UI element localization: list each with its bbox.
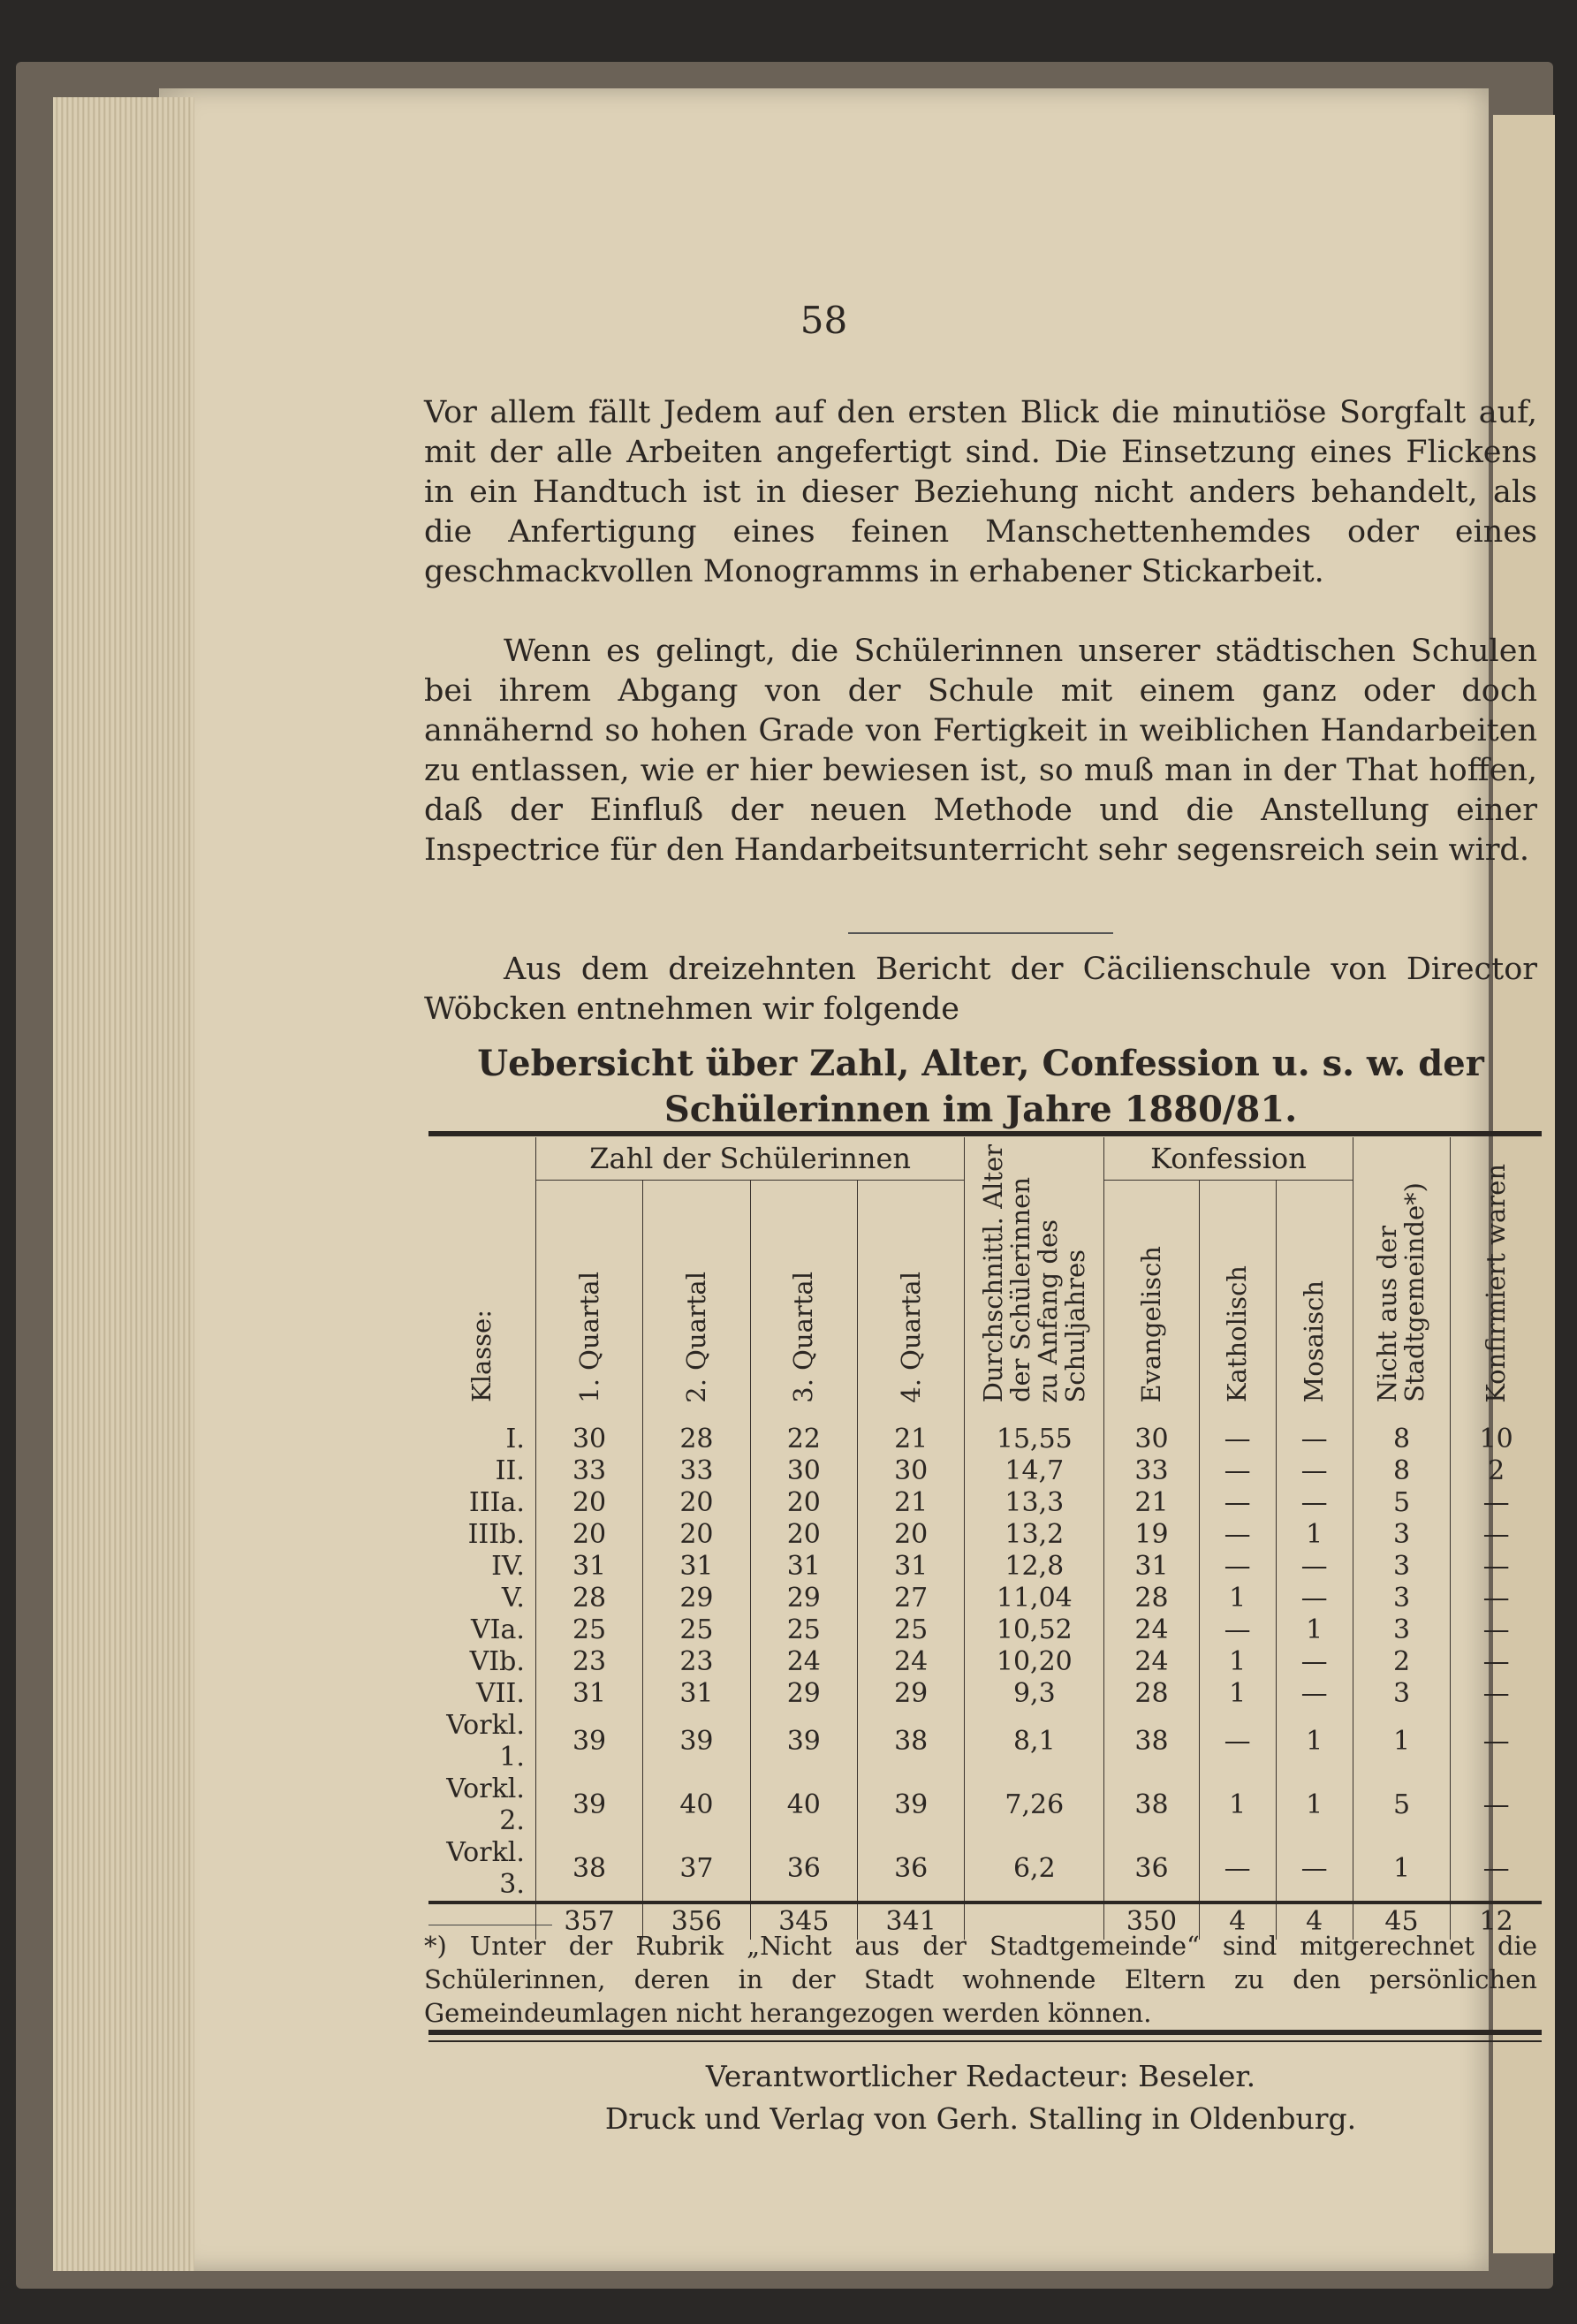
table-cell: — — [1199, 1519, 1276, 1551]
row-class-label: VIa. — [470, 1614, 525, 1646]
row-class-label: Vorkl. 1. — [446, 1710, 525, 1773]
table-cell: 39 — [643, 1710, 750, 1773]
row-class-label: Vorkl. 2. — [446, 1773, 525, 1837]
table-cell: 1 — [1199, 1646, 1276, 1678]
imprint-rule-thin — [428, 2040, 1542, 2042]
table-cell: 2 — [1451, 1455, 1542, 1487]
table-cell: 15,55 — [965, 1416, 1104, 1455]
row-class-label: I. — [505, 1424, 525, 1455]
table-cell: 1 — [1353, 1837, 1451, 1902]
total-cell: 341 — [858, 1902, 965, 1940]
table-row — [428, 1487, 1542, 1519]
table-cell: 3 — [1353, 1519, 1451, 1551]
table-cell: 38 — [1104, 1773, 1199, 1837]
col-header-q4: 4. Quartal — [858, 1180, 965, 1416]
table-cell: 20 — [750, 1519, 857, 1551]
table-cell: 23 — [535, 1646, 642, 1678]
table-heading-line-1: Uebersicht über Zahl, Alter, Confession u. s. w. der — [477, 1043, 1484, 1084]
table-cell: 33 — [535, 1455, 642, 1487]
table-row — [428, 1583, 1542, 1614]
table-cell: 31 — [1104, 1551, 1199, 1583]
table-cell: 39 — [750, 1710, 857, 1773]
table-cell: 1 — [1276, 1519, 1353, 1551]
table-cell: 31 — [858, 1551, 965, 1583]
col-header-evangelical: Evangelisch — [1104, 1180, 1199, 1416]
table-cell: 8 — [1353, 1416, 1451, 1455]
table-cell: — — [1451, 1551, 1542, 1583]
table-cell: 1 — [1199, 1678, 1276, 1710]
total-cell: 4 — [1199, 1902, 1276, 1940]
table-cell: 33 — [643, 1455, 750, 1487]
imprint-editor: Verantwortlicher Redacteur: Beseler. — [705, 2059, 1256, 2093]
table-cell: 31 — [535, 1678, 642, 1710]
row-class-label: VII. — [475, 1678, 525, 1710]
table-cell: — — [1199, 1416, 1276, 1455]
table-cell: 33 — [1104, 1455, 1199, 1487]
table-cell: 1 — [1199, 1583, 1276, 1614]
table-cell: 38 — [535, 1837, 642, 1902]
table-cell: — — [1451, 1678, 1542, 1710]
table-cell: 21 — [1104, 1487, 1199, 1519]
group-header-count: Zahl der Schülerinnen — [535, 1137, 965, 1180]
table-cell: — — [1276, 1416, 1353, 1455]
table-cell: 28 — [535, 1583, 642, 1614]
table-cell: 10,52 — [965, 1614, 1104, 1646]
body-paragraph-1: Vor allem fällt Jedem auf den ersten Blick die minutiöse Sorgfalt auf, mit der alle Arbeiten angefertigt sind. Die Einsetzung eines Flickens in ein Handtuch ist in dieser Beziehung nicht anders behandelt, als die Anfertigung eines feinen Manschettenhemdes oder eines geschmackvollen Monogramms in erhabener Stickarbeit. — [424, 395, 1537, 589]
col-header-non-resident: Nicht aus derStadtgemeinde*) — [1353, 1137, 1451, 1416]
table-cell: — — [1451, 1837, 1542, 1902]
table-cell: 6,2 — [965, 1837, 1104, 1902]
footnote: *) Unter der Rubrik „Nicht aus der Stadtgemeinde“ sind mitgerechnet die Schülerinnen, deren in der Stadt wohnende Eltern zu den persönlichen Gemeindeumlagen nicht herangezogen werden können. — [424, 1931, 1537, 2028]
table-cell: 20 — [750, 1487, 857, 1519]
table-cell: — — [1199, 1837, 1276, 1902]
table-cell: 39 — [858, 1773, 965, 1837]
table-cell: 36 — [858, 1837, 965, 1902]
table-heading — [424, 1041, 1537, 1133]
table-row — [428, 1773, 1542, 1837]
total-cell: 4 — [1276, 1902, 1353, 1940]
table-cell: 8 — [1353, 1455, 1451, 1487]
table-row — [428, 1678, 1542, 1710]
table-cell: 1 — [1276, 1710, 1353, 1773]
col-header-jewish: Mosaisch — [1276, 1180, 1353, 1416]
table-cell: — — [1276, 1646, 1353, 1678]
col-header-q3: 3. Quartal — [750, 1180, 857, 1416]
table-cell: 29 — [750, 1678, 857, 1710]
table-cell: 24 — [750, 1646, 857, 1678]
section-divider — [848, 932, 1113, 934]
table-cell: 3 — [1353, 1678, 1451, 1710]
table-cell: — — [1199, 1710, 1276, 1773]
table-cell: 31 — [750, 1551, 857, 1583]
table-cell: — — [1199, 1455, 1276, 1487]
col-header-average-age: Durchschnittl. Alterder Schülerinnenzu Anfang desSchuljahres — [965, 1137, 1104, 1416]
table-cell: 24 — [858, 1646, 965, 1678]
table-cell: 8,1 — [965, 1710, 1104, 1773]
statistics-table — [428, 1137, 1542, 1940]
report-intro: Aus dem dreizehnten Bericht der Cäcilienschule von Director Wöbcken entnehmen wir folgende — [424, 952, 1537, 1027]
table-cell: — — [1451, 1710, 1542, 1773]
table-cell: 28 — [1104, 1678, 1199, 1710]
table-cell: 20 — [535, 1519, 642, 1551]
table-cell: 20 — [535, 1487, 642, 1519]
table-cell: 19 — [1104, 1519, 1199, 1551]
table-cell: 29 — [643, 1583, 750, 1614]
table-cell: 23 — [643, 1646, 750, 1678]
table-row — [428, 1710, 1542, 1773]
table-cell: 10,20 — [965, 1646, 1104, 1678]
table-cell: 5 — [1353, 1773, 1451, 1837]
table-row — [428, 1551, 1542, 1583]
table-cell: 11,04 — [965, 1583, 1104, 1614]
row-class-label: IV. — [491, 1551, 525, 1583]
total-cell: 356 — [643, 1902, 750, 1940]
table-cell: 2 — [1353, 1646, 1451, 1678]
table-cell: 21 — [858, 1416, 965, 1455]
table-cell: 31 — [535, 1551, 642, 1583]
table-cell: 14,7 — [965, 1455, 1104, 1487]
table-cell: 12,8 — [965, 1551, 1104, 1583]
table-cell: 5 — [1353, 1487, 1451, 1519]
table-cell: — — [1451, 1773, 1542, 1837]
table-row — [428, 1416, 1542, 1455]
table-cell: 13,2 — [965, 1519, 1104, 1551]
table-cell: 10 — [1451, 1416, 1542, 1455]
total-cell: 357 — [535, 1902, 642, 1940]
imprint-printer: Druck und Verlag von Gerh. Stalling in Oldenburg. — [604, 2101, 1357, 2136]
table-row — [428, 1614, 1542, 1646]
col-header-confirmed: Konfirmiert waren — [1451, 1137, 1542, 1416]
table-cell: 9,3 — [965, 1678, 1104, 1710]
table-heading-line-2: Schülerinnen im Jahre 1880/81. — [663, 1089, 1298, 1130]
table-cell: 31 — [643, 1551, 750, 1583]
table-cell: 22 — [750, 1416, 857, 1455]
table-cell: — — [1276, 1487, 1353, 1519]
table-cell: 39 — [535, 1773, 642, 1837]
imprint-rule — [428, 2030, 1542, 2035]
row-class-label: V. — [501, 1583, 525, 1614]
table-cell: 30 — [858, 1455, 965, 1487]
table-cell: — — [1199, 1551, 1276, 1583]
row-class-label: IIIa. — [468, 1487, 525, 1519]
total-cell: 350 — [1104, 1902, 1199, 1940]
table-cell: 39 — [535, 1710, 642, 1773]
table-cell: 3 — [1353, 1583, 1451, 1614]
table-cell: 29 — [750, 1583, 857, 1614]
table-cell: 31 — [643, 1678, 750, 1710]
table-cell: 3 — [1353, 1551, 1451, 1583]
table-cell: — — [1451, 1487, 1542, 1519]
table-cell: 25 — [750, 1614, 857, 1646]
table-cell: 40 — [750, 1773, 857, 1837]
table-cell: — — [1199, 1487, 1276, 1519]
table-cell: — — [1276, 1455, 1353, 1487]
table-row — [428, 1646, 1542, 1678]
table-cell: 1 — [1353, 1710, 1451, 1773]
table-cell: 28 — [1104, 1583, 1199, 1614]
page-number: 58 — [800, 299, 848, 342]
table-cell: 25 — [858, 1614, 965, 1646]
table-cell: 1 — [1199, 1773, 1276, 1837]
group-header-confession: Konfession — [1104, 1137, 1353, 1180]
table-cell: — — [1451, 1614, 1542, 1646]
table-cell: 38 — [1104, 1710, 1199, 1773]
table-cell: 30 — [535, 1416, 642, 1455]
table-cell: — — [1276, 1837, 1353, 1902]
table-cell: 28 — [643, 1416, 750, 1455]
col-header-catholic: Katholisch — [1199, 1180, 1276, 1416]
table-cell: 20 — [643, 1519, 750, 1551]
table-row — [428, 1455, 1542, 1487]
col-header-q2: 2. Quartal — [643, 1180, 750, 1416]
table-cell: — — [1276, 1678, 1353, 1710]
table-cell: — — [1451, 1519, 1542, 1551]
table-cell: — — [1199, 1614, 1276, 1646]
table-cell: 1 — [1276, 1773, 1353, 1837]
book-page — [159, 88, 1537, 2271]
table-cell: 20 — [858, 1519, 965, 1551]
table-cell: — — [1276, 1551, 1353, 1583]
table-cell: 24 — [1104, 1614, 1199, 1646]
col-header-q1: 1. Quartal — [535, 1180, 642, 1416]
table-row — [428, 1519, 1542, 1551]
table-cell: 13,3 — [965, 1487, 1104, 1519]
row-class-label: IIIb. — [467, 1519, 525, 1551]
total-cell: 345 — [750, 1902, 857, 1940]
table-cell: 7,26 — [965, 1773, 1104, 1837]
table-cell: 30 — [750, 1455, 857, 1487]
table-top-rule — [428, 1131, 1542, 1136]
table-cell: 25 — [643, 1614, 750, 1646]
total-cell: 12 — [1451, 1902, 1542, 1940]
table-cell: 40 — [643, 1773, 750, 1837]
table-cell: — — [1451, 1646, 1542, 1678]
table-cell: 24 — [1104, 1646, 1199, 1678]
table-cell: 25 — [535, 1614, 642, 1646]
table-cell: 21 — [858, 1487, 965, 1519]
table-cell: 1 — [1276, 1614, 1353, 1646]
table-cell: 37 — [643, 1837, 750, 1902]
row-class-label: VIb. — [469, 1646, 525, 1678]
page-stack-edge — [53, 97, 194, 2271]
table-cell: 30 — [1104, 1416, 1199, 1455]
table-cell: — — [1276, 1583, 1353, 1614]
row-class-label: II. — [495, 1455, 525, 1487]
table-row — [428, 1837, 1542, 1902]
table-cell: 36 — [1104, 1837, 1199, 1902]
table-cell: 27 — [858, 1583, 965, 1614]
table-cell: 20 — [643, 1487, 750, 1519]
table-cell: 38 — [858, 1710, 965, 1773]
table-cell: 3 — [1353, 1614, 1451, 1646]
body-paragraph-2: Wenn es gelingt, die Schülerinnen unserer städtischen Schulen bei ihrem Abgang von der Schule mit einem ganz oder doch annähernd so hohen Grade von Fertigkeit in weiblichen Handarbeiten zu entlassen, wie er hier bewiesen ist, so muß man in der That hoffen, daß der Einfluß der neuen Methode und die Anstellung einer Inspectrice für den Handarbeitsunterricht sehr segensreich sein wird. — [424, 634, 1537, 868]
row-class-label: Vorkl. 3. — [446, 1837, 525, 1901]
total-cell: 45 — [1353, 1902, 1451, 1940]
table-cell: — — [1451, 1583, 1542, 1614]
table-cell: 36 — [750, 1837, 857, 1902]
col-header-class: Klasse: — [466, 1310, 497, 1403]
table-cell: 29 — [858, 1678, 965, 1710]
